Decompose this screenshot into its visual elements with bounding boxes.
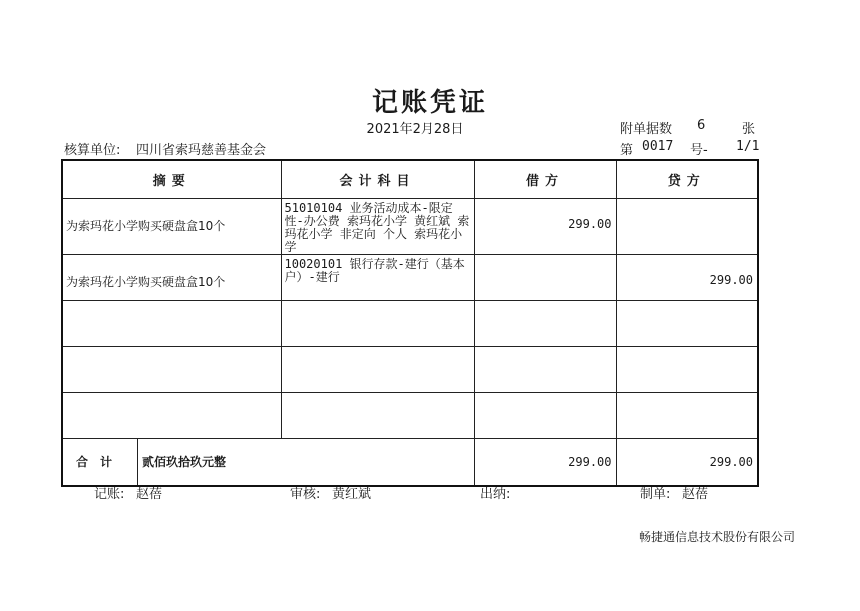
preparer-label: 制单: <box>640 487 671 502</box>
voucher-number: 0017 <box>642 139 674 154</box>
header-account: 会计科目 <box>281 160 474 198</box>
table-row <box>62 300 758 346</box>
table-row <box>62 392 758 438</box>
row-summary <box>62 346 281 392</box>
row-debit: 299.00 <box>474 198 616 254</box>
voucher-title: 记账凭证 <box>371 88 488 118</box>
voucher-page: 1/1 <box>736 139 760 154</box>
total-credit: 299.00 <box>616 438 758 486</box>
row-debit <box>474 300 616 346</box>
row-summary: 为索玛花小学购买硬盘盒10个 <box>62 254 281 300</box>
bookkeeper-name: 赵蓓 <box>136 487 163 502</box>
preparer-name: 赵蓓 <box>682 487 709 502</box>
row-debit <box>474 392 616 438</box>
voucher-number-suffix: 号- <box>690 143 708 158</box>
row-credit <box>616 198 758 254</box>
table-row <box>62 254 758 300</box>
row-account: 51010104 业务活动成本-限定性-办公费 索玛花小学 黄红斌 索玛花小学 非定向 个人 索玛花小学 <box>281 198 474 254</box>
row-account <box>281 392 474 438</box>
table-row <box>62 346 758 392</box>
total-row <box>62 438 758 486</box>
header-credit: 贷方 <box>616 160 758 198</box>
table-row <box>62 198 758 254</box>
bookkeeper-label: 记账: <box>94 487 125 502</box>
row-account <box>281 346 474 392</box>
row-account: 10020101 银行存款-建行（基本户）-建行 <box>281 254 474 300</box>
attachments-unit: 张 <box>742 122 756 137</box>
total-debit: 299.00 <box>474 438 616 486</box>
row-account <box>281 300 474 346</box>
software-company: 畅捷通信息技术股份有限公司 <box>638 530 795 544</box>
reviewer-label: 审核: <box>290 487 321 502</box>
row-debit <box>474 346 616 392</box>
voucher-number-prefix: 第 <box>620 143 634 158</box>
row-credit: 299.00 <box>616 254 758 300</box>
cashier-label: 出纳: <box>480 487 511 502</box>
row-summary: 为索玛花小学购买硬盘盒10个 <box>62 198 281 254</box>
total-cell <box>62 438 474 486</box>
voucher-date: 2021年2月28日 <box>366 122 464 137</box>
table-header-row <box>62 160 758 198</box>
voucher-table <box>61 159 759 487</box>
attachments-label: 附单据数 <box>620 122 673 137</box>
row-summary <box>62 300 281 346</box>
header-debit: 借方 <box>474 160 616 198</box>
header-summary: 摘要 <box>62 160 281 198</box>
row-credit <box>616 300 758 346</box>
accounting-unit-label: 核算单位: <box>64 143 121 158</box>
row-debit <box>474 254 616 300</box>
accounting-unit-value: 四川省索玛慈善基金会 <box>136 143 267 158</box>
total-amount-words: 贰佰玖拾玖元整 <box>142 455 227 469</box>
attachments-count: 6 <box>697 118 706 133</box>
row-credit <box>616 392 758 438</box>
row-credit <box>616 346 758 392</box>
total-label: 合计 <box>63 439 138 485</box>
row-summary <box>62 392 281 438</box>
reviewer-name: 黄红斌 <box>332 487 372 502</box>
